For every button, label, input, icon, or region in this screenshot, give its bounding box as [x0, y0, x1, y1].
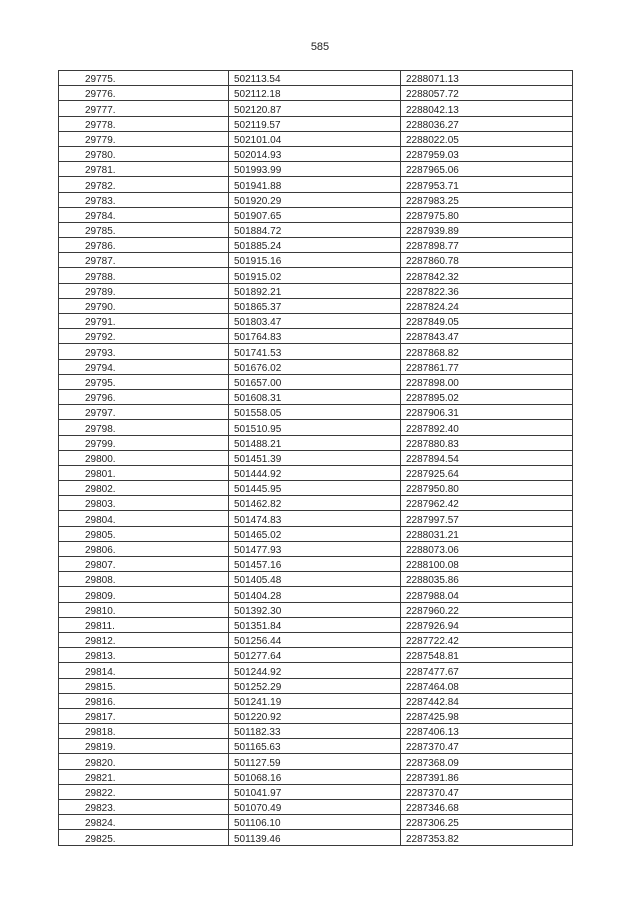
y-coordinate-cell: 2287983.25 — [401, 192, 573, 207]
point-number-cell: 29815. — [59, 678, 229, 693]
x-coordinate-cell: 501244.92 — [229, 663, 401, 678]
x-coordinate-cell: 501127.59 — [229, 754, 401, 769]
x-coordinate-cell: 501474.83 — [229, 511, 401, 526]
y-coordinate-cell: 2287464.08 — [401, 678, 573, 693]
y-coordinate-cell: 2287988.04 — [401, 587, 573, 602]
coordinates-table-body — [59, 71, 573, 846]
table-row — [59, 329, 573, 344]
point-number-cell: 29816. — [59, 693, 229, 708]
y-coordinate-cell: 2287861.77 — [401, 359, 573, 374]
x-coordinate-cell: 501915.02 — [229, 268, 401, 283]
x-coordinate-cell: 501165.63 — [229, 739, 401, 754]
y-coordinate-cell: 2287822.36 — [401, 283, 573, 298]
table-row — [59, 784, 573, 799]
table-row — [59, 86, 573, 101]
x-coordinate-cell: 501457.16 — [229, 557, 401, 572]
x-coordinate-cell: 501465.02 — [229, 526, 401, 541]
table-row — [59, 632, 573, 647]
table-row — [59, 192, 573, 207]
y-coordinate-cell: 2287898.77 — [401, 238, 573, 253]
point-number-cell: 29805. — [59, 526, 229, 541]
point-number-cell: 29802. — [59, 481, 229, 496]
point-number-cell: 29784. — [59, 207, 229, 222]
y-coordinate-cell: 2288035.86 — [401, 572, 573, 587]
x-coordinate-cell: 501892.21 — [229, 283, 401, 298]
y-coordinate-cell: 2287894.54 — [401, 450, 573, 465]
table-row — [59, 465, 573, 480]
y-coordinate-cell: 2287997.57 — [401, 511, 573, 526]
point-number-cell: 29775. — [59, 71, 229, 86]
point-number-cell: 29808. — [59, 572, 229, 587]
y-coordinate-cell: 2288036.27 — [401, 116, 573, 131]
table-row — [59, 587, 573, 602]
y-coordinate-cell: 2287406.13 — [401, 724, 573, 739]
y-coordinate-cell: 2287346.68 — [401, 800, 573, 815]
table-row — [59, 71, 573, 86]
x-coordinate-cell: 501885.24 — [229, 238, 401, 253]
point-number-cell: 29800. — [59, 450, 229, 465]
point-number-cell: 29788. — [59, 268, 229, 283]
x-coordinate-cell: 501803.47 — [229, 314, 401, 329]
table-row — [59, 481, 573, 496]
point-number-cell: 29807. — [59, 557, 229, 572]
x-coordinate-cell: 502119.57 — [229, 116, 401, 131]
x-coordinate-cell: 501865.37 — [229, 298, 401, 313]
x-coordinate-cell: 501404.28 — [229, 587, 401, 602]
table-row — [59, 268, 573, 283]
y-coordinate-cell: 2287370.47 — [401, 739, 573, 754]
point-number-cell: 29787. — [59, 253, 229, 268]
table-row — [59, 253, 573, 268]
x-coordinate-cell: 502120.87 — [229, 101, 401, 116]
y-coordinate-cell: 2288057.72 — [401, 86, 573, 101]
point-number-cell: 29806. — [59, 541, 229, 556]
table-row — [59, 526, 573, 541]
point-number-cell: 29781. — [59, 162, 229, 177]
x-coordinate-cell: 501920.29 — [229, 192, 401, 207]
table-row — [59, 146, 573, 161]
point-number-cell: 29798. — [59, 420, 229, 435]
point-number-cell: 29779. — [59, 131, 229, 146]
point-number-cell: 29792. — [59, 329, 229, 344]
point-number-cell: 29812. — [59, 632, 229, 647]
point-number-cell: 29791. — [59, 314, 229, 329]
y-coordinate-cell: 2288073.06 — [401, 541, 573, 556]
y-coordinate-cell: 2287960.22 — [401, 602, 573, 617]
x-coordinate-cell: 501182.33 — [229, 724, 401, 739]
y-coordinate-cell: 2287391.86 — [401, 769, 573, 784]
point-number-cell: 29824. — [59, 815, 229, 830]
y-coordinate-cell: 2287843.47 — [401, 329, 573, 344]
table-row — [59, 374, 573, 389]
table-row — [59, 177, 573, 192]
x-coordinate-cell: 501608.31 — [229, 389, 401, 404]
x-coordinate-cell: 502112.18 — [229, 86, 401, 101]
point-number-cell: 29789. — [59, 283, 229, 298]
y-coordinate-cell: 2287975.80 — [401, 207, 573, 222]
point-number-cell: 29813. — [59, 648, 229, 663]
table-row — [59, 222, 573, 237]
page-number: 585 — [310, 41, 330, 53]
x-coordinate-cell: 501558.05 — [229, 405, 401, 420]
point-number-cell: 29822. — [59, 784, 229, 799]
x-coordinate-cell: 501392.30 — [229, 602, 401, 617]
table-row — [59, 693, 573, 708]
point-number-cell: 29823. — [59, 800, 229, 815]
point-number-cell: 29804. — [59, 511, 229, 526]
point-number-cell: 29810. — [59, 602, 229, 617]
y-coordinate-cell: 2287962.42 — [401, 496, 573, 511]
x-coordinate-cell: 501477.93 — [229, 541, 401, 556]
x-coordinate-cell: 501462.82 — [229, 496, 401, 511]
table-row — [59, 739, 573, 754]
y-coordinate-cell: 2287824.24 — [401, 298, 573, 313]
point-number-cell: 29778. — [59, 116, 229, 131]
y-coordinate-cell: 2287895.02 — [401, 389, 573, 404]
table-row — [59, 131, 573, 146]
table-row — [59, 162, 573, 177]
x-coordinate-cell: 501256.44 — [229, 632, 401, 647]
x-coordinate-cell: 501070.49 — [229, 800, 401, 815]
point-number-cell: 29790. — [59, 298, 229, 313]
y-coordinate-cell: 2288042.13 — [401, 101, 573, 116]
x-coordinate-cell: 501106.10 — [229, 815, 401, 830]
x-coordinate-cell: 501941.88 — [229, 177, 401, 192]
y-coordinate-cell: 2287370.47 — [401, 784, 573, 799]
x-coordinate-cell: 501488.21 — [229, 435, 401, 450]
table-row — [59, 359, 573, 374]
x-coordinate-cell: 501405.48 — [229, 572, 401, 587]
x-coordinate-cell: 502014.93 — [229, 146, 401, 161]
y-coordinate-cell: 2287849.05 — [401, 314, 573, 329]
table-row — [59, 769, 573, 784]
x-coordinate-cell: 501252.29 — [229, 678, 401, 693]
table-row — [59, 663, 573, 678]
x-coordinate-cell: 501915.16 — [229, 253, 401, 268]
y-coordinate-cell: 2287860.78 — [401, 253, 573, 268]
point-number-cell: 29821. — [59, 769, 229, 784]
point-number-cell: 29817. — [59, 708, 229, 723]
x-coordinate-cell: 502113.54 — [229, 71, 401, 86]
table-row — [59, 389, 573, 404]
y-coordinate-cell: 2287925.64 — [401, 465, 573, 480]
y-coordinate-cell: 2288071.13 — [401, 71, 573, 86]
table-row — [59, 344, 573, 359]
table-row — [59, 572, 573, 587]
y-coordinate-cell: 2288022.05 — [401, 131, 573, 146]
y-coordinate-cell: 2287892.40 — [401, 420, 573, 435]
table-row — [59, 815, 573, 830]
y-coordinate-cell: 2287477.67 — [401, 663, 573, 678]
x-coordinate-cell: 501220.92 — [229, 708, 401, 723]
point-number-cell: 29820. — [59, 754, 229, 769]
table-row — [59, 101, 573, 116]
table-row — [59, 557, 573, 572]
x-coordinate-cell: 501993.99 — [229, 162, 401, 177]
table-row — [59, 648, 573, 663]
table-row — [59, 207, 573, 222]
table-row — [59, 405, 573, 420]
x-coordinate-cell: 501241.19 — [229, 693, 401, 708]
table-row — [59, 800, 573, 815]
y-coordinate-cell: 2287965.06 — [401, 162, 573, 177]
table-row — [59, 238, 573, 253]
table-row — [59, 754, 573, 769]
x-coordinate-cell: 501444.92 — [229, 465, 401, 480]
point-number-cell: 29811. — [59, 617, 229, 632]
y-coordinate-cell: 2287442.84 — [401, 693, 573, 708]
point-number-cell: 29782. — [59, 177, 229, 192]
table-row — [59, 283, 573, 298]
point-number-cell: 29794. — [59, 359, 229, 374]
y-coordinate-cell: 2288100.08 — [401, 557, 573, 572]
point-number-cell: 29803. — [59, 496, 229, 511]
x-coordinate-cell: 501907.65 — [229, 207, 401, 222]
table-row — [59, 435, 573, 450]
coordinates-table — [58, 70, 573, 846]
table-row — [59, 602, 573, 617]
x-coordinate-cell: 501041.97 — [229, 784, 401, 799]
y-coordinate-cell: 2287306.25 — [401, 815, 573, 830]
table-row — [59, 724, 573, 739]
y-coordinate-cell: 2288031.21 — [401, 526, 573, 541]
point-number-cell: 29776. — [59, 86, 229, 101]
y-coordinate-cell: 2287353.82 — [401, 830, 573, 845]
point-number-cell: 29793. — [59, 344, 229, 359]
point-number-cell: 29783. — [59, 192, 229, 207]
x-coordinate-cell: 501451.39 — [229, 450, 401, 465]
x-coordinate-cell: 501884.72 — [229, 222, 401, 237]
point-number-cell: 29818. — [59, 724, 229, 739]
point-number-cell: 29797. — [59, 405, 229, 420]
table-row — [59, 511, 573, 526]
point-number-cell: 29819. — [59, 739, 229, 754]
table-row — [59, 830, 573, 845]
y-coordinate-cell: 2287548.81 — [401, 648, 573, 663]
x-coordinate-cell: 501277.64 — [229, 648, 401, 663]
point-number-cell: 29786. — [59, 238, 229, 253]
x-coordinate-cell: 501510.95 — [229, 420, 401, 435]
y-coordinate-cell: 2287953.71 — [401, 177, 573, 192]
y-coordinate-cell: 2287906.31 — [401, 405, 573, 420]
y-coordinate-cell: 2287368.09 — [401, 754, 573, 769]
y-coordinate-cell: 2287842.32 — [401, 268, 573, 283]
x-coordinate-cell: 501676.02 — [229, 359, 401, 374]
point-number-cell: 29801. — [59, 465, 229, 480]
point-number-cell: 29814. — [59, 663, 229, 678]
y-coordinate-cell: 2287880.83 — [401, 435, 573, 450]
y-coordinate-cell: 2287425.98 — [401, 708, 573, 723]
y-coordinate-cell: 2287898.00 — [401, 374, 573, 389]
table-row — [59, 708, 573, 723]
y-coordinate-cell: 2287926.94 — [401, 617, 573, 632]
table-row — [59, 116, 573, 131]
point-number-cell: 29780. — [59, 146, 229, 161]
y-coordinate-cell: 2287939.89 — [401, 222, 573, 237]
y-coordinate-cell: 2287868.82 — [401, 344, 573, 359]
x-coordinate-cell: 501764.83 — [229, 329, 401, 344]
point-number-cell: 29799. — [59, 435, 229, 450]
x-coordinate-cell: 501657.00 — [229, 374, 401, 389]
point-number-cell: 29795. — [59, 374, 229, 389]
x-coordinate-cell: 501741.53 — [229, 344, 401, 359]
point-number-cell: 29785. — [59, 222, 229, 237]
y-coordinate-cell: 2287959.03 — [401, 146, 573, 161]
point-number-cell: 29796. — [59, 389, 229, 404]
x-coordinate-cell: 501139.46 — [229, 830, 401, 845]
table-row — [59, 314, 573, 329]
x-coordinate-cell: 502101.04 — [229, 131, 401, 146]
table-row — [59, 420, 573, 435]
table-row — [59, 617, 573, 632]
point-number-cell: 29809. — [59, 587, 229, 602]
y-coordinate-cell: 2287722.42 — [401, 632, 573, 647]
x-coordinate-cell: 501351.84 — [229, 617, 401, 632]
table-row — [59, 298, 573, 313]
x-coordinate-cell: 501445.95 — [229, 481, 401, 496]
table-row — [59, 450, 573, 465]
table-row — [59, 541, 573, 556]
point-number-cell: 29777. — [59, 101, 229, 116]
x-coordinate-cell: 501068.16 — [229, 769, 401, 784]
table-row — [59, 496, 573, 511]
table-row — [59, 678, 573, 693]
point-number-cell: 29825. — [59, 830, 229, 845]
y-coordinate-cell: 2287950.80 — [401, 481, 573, 496]
